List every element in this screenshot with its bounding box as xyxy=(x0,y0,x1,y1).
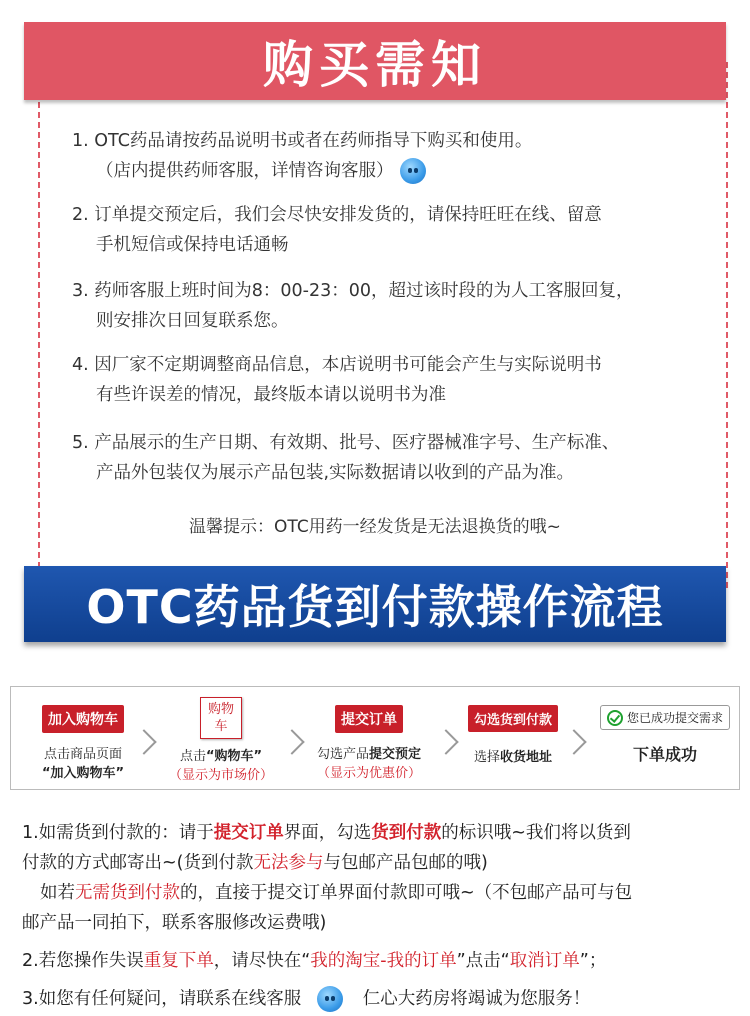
rule-item xyxy=(72,200,712,260)
chevron-right-icon xyxy=(561,729,586,754)
rule-line: 1. OTC药品请按药品说明书或者在药师指导下购买和使用。 xyxy=(72,131,533,151)
flow-desc-part: 提交预定 xyxy=(369,747,422,762)
flow-desc xyxy=(161,745,281,764)
note-text: 2.若您操作失误 xyxy=(22,951,144,971)
note-highlight: 提交订单 xyxy=(213,823,284,843)
note-text: 邮产品一同拍下，联系客服修改运费哦) xyxy=(22,913,327,933)
chevron-right-icon xyxy=(131,729,156,754)
rule-line: 5. 产品展示的生产日期、有效期、批号、医疗器械准字号、生产标准、 xyxy=(72,433,620,453)
note-1 xyxy=(22,818,734,878)
flow-tag: 提交订单 xyxy=(335,705,403,733)
rule-line: 则安排次日回复联系您。 xyxy=(96,311,289,331)
note-text: 如若 xyxy=(40,883,75,903)
customer-service-icon[interactable] xyxy=(400,158,426,184)
flow-desc-part: 勾选产品 xyxy=(316,747,369,762)
note-2 xyxy=(22,946,734,976)
flow-step-add-to-cart xyxy=(33,705,133,781)
notice-title: 购买需知 xyxy=(263,36,487,94)
note-highlight: 重复下单 xyxy=(143,951,214,971)
customer-service-icon[interactable] xyxy=(317,986,343,1012)
warm-tip: 温馨提示：OTC用药一经发货是无法退换货的哦~ xyxy=(189,517,561,537)
flow-desc: 下单成功 xyxy=(632,745,697,764)
flow-desc-part: “购物车” xyxy=(205,749,263,764)
note-text: 仁心大药房将竭诚为您服务！ xyxy=(362,989,591,1009)
chevron-right-icon xyxy=(433,729,458,754)
note-3 xyxy=(22,984,734,1014)
note-text: 的，直接于提交订单界面付款即可哦~（不包邮产品可与包 xyxy=(180,883,633,903)
process-title: OTC药品货到付款操作流程 xyxy=(86,580,664,634)
note-text: 1.如需货到付款的：请于 xyxy=(22,823,214,843)
flow-desc xyxy=(463,746,563,765)
rule-line: 产品外包装仅为展示产品包装,实际数据请以收到的产品为准。 xyxy=(96,463,575,483)
note-highlight: 货到付款 xyxy=(371,823,442,843)
cod-notes xyxy=(22,818,734,1014)
note-text: 界面，勾选 xyxy=(283,823,372,843)
flow-step-cart xyxy=(161,697,281,783)
flow-tag: 加入购物车 xyxy=(42,705,124,733)
rule-line: 3. 药师客服上班时间为8：00-23：00，超过该时段的为人工客服回复， xyxy=(72,281,634,301)
rule-item xyxy=(72,126,712,186)
rule-item xyxy=(72,350,712,410)
note-highlight: 无需货到付款 xyxy=(75,883,180,903)
success-text: 您已成功提交需求 xyxy=(626,711,723,725)
note-highlight: 取消订单 xyxy=(509,951,580,971)
chevron-right-icon xyxy=(279,729,304,754)
process-banner xyxy=(24,566,726,642)
flow-step-cod xyxy=(463,705,563,765)
flow-desc: （显示为优惠价） xyxy=(316,766,421,781)
flow-box xyxy=(10,686,740,790)
rule-line: 手机短信或保持电话通畅 xyxy=(96,235,289,255)
note-text: ”点击“ xyxy=(456,951,510,971)
flow-desc: （显示为市场价） xyxy=(168,768,273,783)
flow-tag: 购物车 xyxy=(200,697,242,739)
flow-desc: “加入购物车” xyxy=(41,766,125,781)
flow-step-submit-order xyxy=(307,705,431,781)
flow-desc-part: 收货地址 xyxy=(500,750,553,765)
flow-desc xyxy=(307,743,431,762)
rule-item xyxy=(72,276,712,336)
flow-tag: 勾选货到付款 xyxy=(468,705,558,732)
note-highlight: 无法参与 xyxy=(253,853,324,873)
flow-step-success xyxy=(595,705,735,765)
rule-line: 有些许误差的情况，最终版本请以说明书为准 xyxy=(96,385,446,405)
flow-desc-part: 选择 xyxy=(473,750,500,765)
note-text: 的标识哦~我们将以货到 xyxy=(441,823,631,843)
rule-item xyxy=(72,428,712,488)
rule-line xyxy=(72,156,712,186)
rule-line: 2. 订单提交预定后，我们会尽快安排发货的，请保持旺旺在线、留意 xyxy=(72,205,602,225)
rule-line-text: （店内提供药师客服，详情咨询客服） xyxy=(96,161,394,181)
note-1b xyxy=(22,878,734,938)
notice-banner xyxy=(24,22,726,100)
note-text: 与包邮产品包邮的哦) xyxy=(323,853,488,873)
note-text: 3.如您有任何疑问，请联系在线客服 xyxy=(22,989,302,1009)
note-text: ，请尽快在“ xyxy=(213,951,311,971)
check-circle-icon xyxy=(607,710,623,726)
note-highlight: 我的淘宝-我的订单 xyxy=(310,951,457,971)
flow-desc-part: 点击 xyxy=(179,749,206,764)
note-text: ”； xyxy=(579,951,607,971)
success-tag xyxy=(600,705,730,730)
note-text: 付款的方式邮寄出~(货到付款 xyxy=(22,853,254,873)
rule-line: 4. 因厂家不定期调整商品信息，本店说明书可能会产生与实际说明书 xyxy=(72,355,602,375)
flow-desc: 点击商品页面 xyxy=(43,747,122,762)
